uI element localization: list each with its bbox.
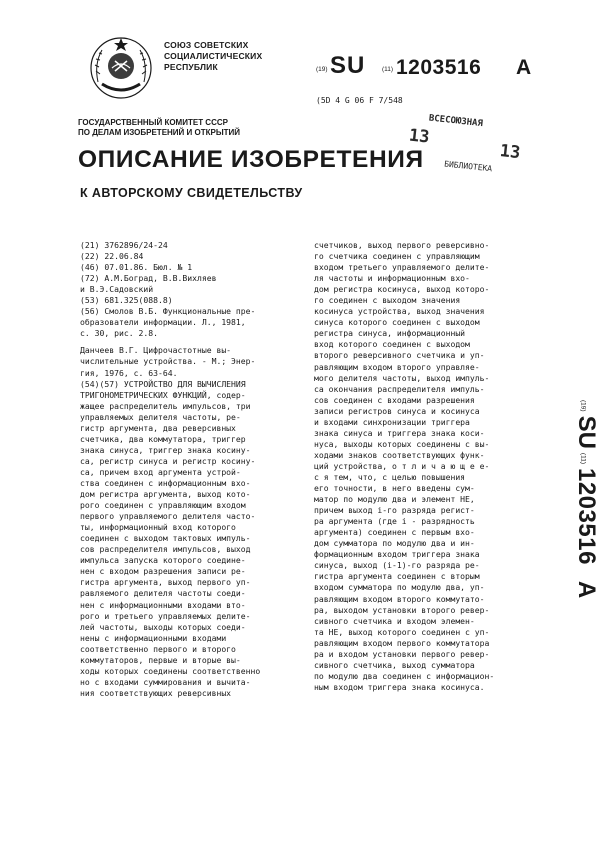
text-line: ра аргумента (где i - разрядность [314, 516, 475, 527]
text-line: регистра синуса, информационный [314, 328, 466, 339]
text-line: косинуса устройства, выход значения [314, 306, 485, 317]
text-line: ния соответствующих реверсивных [80, 687, 232, 698]
patent-kind: A [573, 580, 600, 599]
text-line: го соединен с выходом значения [314, 295, 461, 306]
text-line: мого делителя частоты, выход импуль- [314, 372, 490, 383]
library-stamp [405, 112, 536, 185]
text-line: (46) 07.01.86. Бюл. № 1 [80, 262, 193, 273]
text-line: соответственно первого и второго [80, 643, 236, 654]
patent-number-block [316, 52, 561, 88]
union-name-line: СОЦИАЛИСТИЧЕСКИХ [164, 51, 263, 61]
text-line: ля частоты и информационным вхо- [314, 273, 470, 284]
vertical-patent-number-text [572, 400, 600, 598]
text-line: Данчеев В.Г. Цифрочастотные вы- [80, 345, 232, 356]
text-line: са, причем вход аргумента устрой- [80, 466, 241, 477]
text-line: и В.Э.Садовский [80, 284, 154, 295]
text-line: ций устройства, о т л и ч а ю щ е е- [314, 460, 490, 471]
ipc-classification: (5D 4 G 06 F 7/548 [316, 96, 403, 105]
text-line: ходами знаков соответствующих функ- [314, 449, 485, 460]
stamp-line: БИБЛИОТЕКА [443, 159, 493, 174]
country-code-label: (19) [579, 400, 587, 412]
text-line: ты, информационный вход которого [80, 522, 236, 533]
text-line: ства соединен с информационным вхо- [80, 477, 251, 488]
text-line: соединен с выходом тактовых импуль- [80, 533, 251, 544]
union-name [164, 40, 314, 73]
text-line: равляемого делителя частоты соеди- [80, 588, 246, 599]
stamp-line: ВСЕСОЮЗНАЯ [428, 113, 484, 130]
stamp-number: 13 [407, 125, 431, 148]
text-line: гистр аргумента, два реверсивных [80, 422, 236, 433]
number-code-label: (11) [579, 452, 587, 464]
country-code: SU [330, 52, 366, 79]
text-line: нены с информационными входами [80, 632, 227, 643]
text-line: с я тем, что, с целью повышения [314, 471, 466, 482]
text-line: гистра аргумента соединен с вторым [314, 571, 480, 582]
text-line: жащее распределитель импульсов, три [80, 400, 251, 411]
text-line: формационным входом триггера знака [314, 549, 480, 560]
text-line: второго реверсивного счетчика и уп- [314, 350, 485, 361]
vertical-patent-number [508, 400, 598, 670]
text-line: ным входом триггера знака косинуса. [314, 681, 485, 692]
text-line: коммутаторов, первые и вторые вы- [80, 654, 241, 665]
text-line: дом регистра аргумента, выход кото- [80, 489, 251, 500]
text-line: аргумента) соединен с первым вхо- [314, 527, 475, 538]
patent-number: 1203516 [573, 467, 600, 565]
text-line: причем выход i-го разряда регист- [314, 505, 475, 516]
text-line: (53) 681.325(088.8) [80, 295, 173, 306]
text-line: рого и третьего управляемых делите- [80, 610, 251, 621]
text-line: с. 30, рис. 2.8. [80, 328, 158, 339]
state-committee [78, 118, 358, 138]
text-line: сов распределителя импульсов, выход [80, 544, 251, 555]
text-line: нен с входом разрешения записи ре- [80, 566, 246, 577]
text-line: вход которого соединен с выходом [314, 339, 470, 350]
text-line: сивного счетчика, выход сумматора [314, 659, 475, 670]
text-line: числительные устройства. - М.; Энер- [80, 356, 256, 367]
text-line: го счетчика соединен с управляющим [314, 251, 480, 262]
patent-number: 1203516 [396, 56, 482, 79]
text-line: (54)(57) УСТРОЙСТВО ДЛЯ ВЫЧИСЛЕНИЯ [80, 378, 246, 389]
text-line: входом третьего управляемого делите- [314, 262, 490, 273]
text-line: (21) 3762896/24-24 [80, 240, 168, 250]
text-line: образователи информации. Л., 1981, [80, 317, 246, 328]
text-line: ходы которых соединены соответственно [80, 665, 261, 676]
text-line: счетчика, два коммутатора, триггер [80, 433, 246, 444]
text-line: гия, 1976, с. 63-64. [80, 367, 178, 378]
left-column [80, 240, 305, 699]
text-line: са, регистр синуса и регистр косину- [80, 455, 256, 466]
text-line: са окончания распределителя импуль- [314, 383, 485, 394]
text-line: по модулю два соединен с информацион- [314, 670, 495, 681]
country-code-label: (19) [316, 66, 328, 73]
text-line: та НЕ, выход которого соединен с уп- [314, 626, 490, 637]
text-line: записи регистров синуса и косинуса [314, 405, 480, 416]
text-line: синуса которого соединен с выходом [314, 317, 480, 328]
text-line: нуса, выходы которых соединены с вы- [314, 438, 490, 449]
text-line: но с входами суммирования и вычита- [80, 676, 251, 687]
text-line: лей частоты, выходы которых соеди- [80, 621, 246, 632]
text-line: ра и входом установки первого ревер- [314, 648, 490, 659]
text-line: равляющим входом второго коммутато- [314, 593, 485, 604]
right-column [314, 240, 527, 693]
text-line: дом сумматора по модулю два и ин- [314, 538, 475, 549]
text-line: и входами синхронизации триггера [314, 416, 470, 427]
text-line: нен с информационными входами вто- [80, 599, 246, 610]
text-line: импульса запуска которого соедине- [80, 555, 246, 566]
text-line: рого соединен с управляющим входом [80, 500, 246, 511]
number-code-label: (11) [382, 66, 394, 73]
text-line: равляющим входом первого коммутатора [314, 637, 490, 648]
text-line: ра, выходом установки второго ревер- [314, 604, 490, 615]
text-line: гистра аргумента, выход первого уп- [80, 577, 251, 588]
text-line: равляющим входом второго управляе- [314, 361, 480, 372]
union-name-line: РЕСПУБЛИК [164, 62, 218, 72]
text-line: знака синуса и триггера знака коси- [314, 427, 485, 438]
text-line: первого управляемого делителя часто- [80, 511, 256, 522]
stamp-number: 13 [498, 141, 522, 164]
text-line: его точности, в него введены сум- [314, 483, 475, 494]
text-line: (56) Смолов В.Б. Функциональные пре- [80, 306, 256, 317]
text-line: входом сумматора по модулю два, уп- [314, 582, 485, 593]
document-title: ОПИСАНИЕ ИЗОБРЕТЕНИЯ [78, 146, 424, 173]
text-line: ТРИГОНОМЕТРИЧЕСКИХ ФУНКЦИЙ, содер- [80, 389, 246, 400]
text-line: (22) 22.06.84 [80, 251, 144, 262]
committee-line: ГОСУДАРСТВЕННЫЙ КОМИТЕТ СССР [78, 118, 228, 127]
patent-kind: A [516, 56, 532, 79]
text-line: дом регистра косинуса, выход которо- [314, 284, 490, 295]
text-line: (72) А.М.Боград, В.В.Вихляев [80, 273, 217, 284]
country-code: SU [573, 415, 600, 449]
union-name-line: СОЮЗ СОВЕТСКИХ [164, 40, 249, 50]
text-line: счетчиков, выход первого реверсивно- [314, 240, 490, 250]
committee-line: ПО ДЕЛАМ ИЗОБРЕТЕНИЙ И ОТКРЫТИЙ [78, 128, 241, 137]
ussr-emblem-icon [88, 34, 154, 100]
document-subtitle: К АВТОРСКОМУ СВИДЕТЕЛЬСТВУ [80, 186, 303, 200]
text-line: сивного счетчика и входом элемен- [314, 615, 475, 626]
text-line: синуса, выход (i-1)-го разряда ре- [314, 560, 480, 571]
text-line: знака синуса, триггер знака косину- [80, 444, 251, 455]
text-line: управляемых делителя частоты, ре- [80, 411, 241, 422]
text-line: матор по модулю два и элемент НЕ, [314, 494, 475, 505]
text-line: сов соединен с входами разрешения [314, 394, 475, 405]
